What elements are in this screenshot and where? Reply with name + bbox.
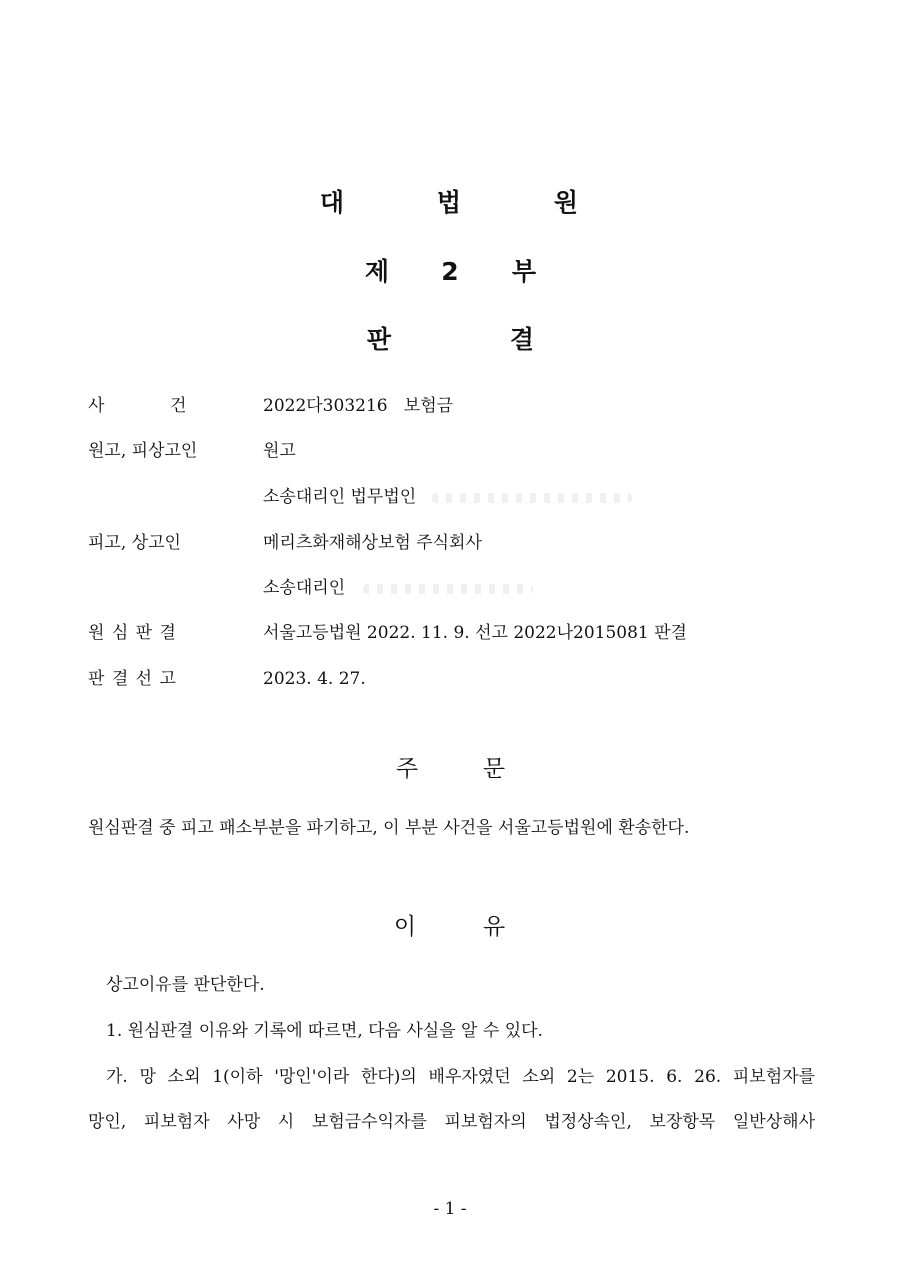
plaintiff-attorney bbox=[263, 486, 632, 508]
original-judgment-label: 원 심 판 결 bbox=[88, 623, 177, 643]
case-label-char-2: 건 bbox=[170, 396, 187, 416]
ruling-date-label: 판 결 선 고 bbox=[88, 669, 177, 689]
reasons-title-char-1: 이 bbox=[393, 914, 417, 940]
page-number: - 1 - bbox=[433, 1199, 467, 1219]
redacted-mark bbox=[363, 584, 533, 594]
plaintiff-attorney-text: 소송대리인 법무법인 bbox=[263, 487, 417, 507]
defendant-name: 메리츠화재해상보험 주식회사 bbox=[263, 533, 482, 553]
order-text: 원심판결 중 피고 패소부분을 파기하고, 이 부분 사건을 서울고등법원에 환송한다. bbox=[88, 818, 690, 838]
court-name-char-3: 원 bbox=[553, 188, 579, 217]
defendant-attorney-text: 소송대리인 bbox=[263, 578, 346, 598]
reasons-point-ga-line-1: 가. 망 소외 1(이하 '망인'이라 한다)의 배우자였던 소외 2는 2015. 6. 26. 피보험자를 bbox=[106, 1067, 815, 1087]
defendant-label: 피고, 상고인 bbox=[88, 533, 181, 553]
reasons-point-ga-line-2: 망인, 피보험자 사망 시 보험금수익자를 피보험자의 법정상속인, 보장항목 일반상해사 bbox=[88, 1112, 815, 1132]
case-label-char-1: 사 bbox=[88, 396, 105, 416]
division-char-3: 부 bbox=[511, 257, 537, 286]
reasons-intro: 상고이유를 판단한다. bbox=[106, 975, 265, 995]
plaintiff-label: 원고, 피상고인 bbox=[88, 441, 198, 461]
division-char-1: 제 bbox=[364, 257, 390, 286]
reasons-title-char-2: 유 bbox=[482, 914, 506, 940]
ruling-date-value: 2023. 4. 27. bbox=[263, 669, 366, 689]
document-type-char-1: 판 bbox=[366, 325, 392, 354]
court-name-char-2: 법 bbox=[436, 188, 462, 217]
division-char-2: 2 bbox=[441, 257, 459, 286]
redacted-mark bbox=[432, 493, 632, 503]
order-title-char-2: 문 bbox=[482, 756, 506, 782]
case-number: 2022다303216 보험금 bbox=[263, 396, 454, 416]
court-name-char-1: 대 bbox=[319, 188, 345, 217]
document-type-char-2: 결 bbox=[509, 325, 535, 354]
plaintiff-name: 원고 bbox=[263, 441, 296, 461]
order-title-char-1: 주 bbox=[395, 756, 419, 782]
reasons-point-1: 1. 원심판결 이유와 기록에 따르면, 다음 사실을 알 수 있다. bbox=[106, 1021, 543, 1041]
original-judgment-value: 서울고등법원 2022. 11. 9. 선고 2022나2015081 판결 bbox=[263, 623, 687, 643]
defendant-attorney bbox=[263, 577, 533, 599]
